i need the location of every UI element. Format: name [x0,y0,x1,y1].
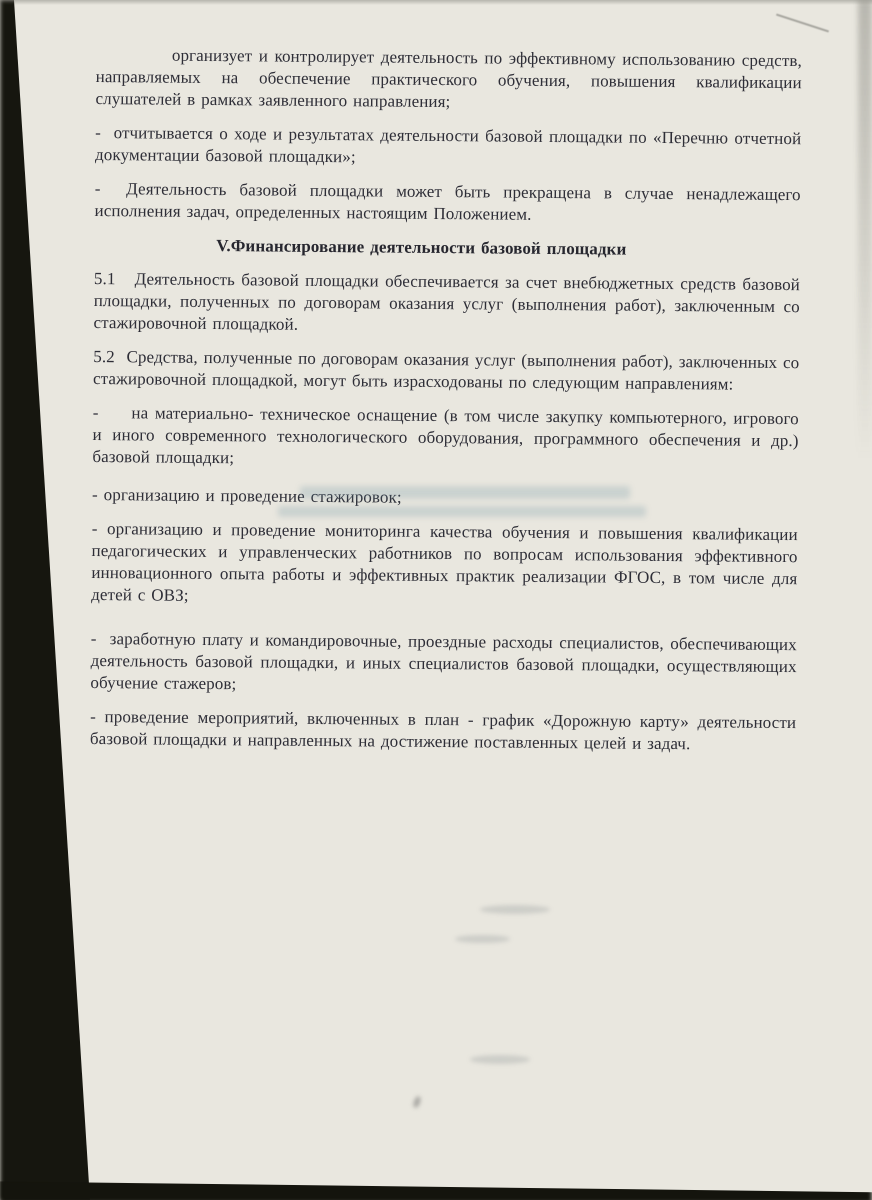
scan-shadow-bottom [0,1179,872,1200]
scan-shadow-right [858,0,872,460]
faint-smudge-artifact [480,905,550,914]
clause-5-2: 5.2 Средства, полученные по договорам оказания услуг (выполнения работ), заключенных со стажировочной площадкой, могут быть израсходованы по следующим направлениям: [92,346,800,394]
section-heading-financing: V.Финансирование деятельности базовой площадки [216,236,627,259]
bullet-salary: - заработную плату и командировочные, проездные расходы специалистов, обеспечивающих деятельность базовой площадки, и иных специалистов базовой площадки, осуществляющих обучение стажеров; [90,628,797,694]
paragraph-reporting: - отчитывается о ходе и результатах деятельности базовой площадки по «Перечню отчетной документации базовой площадки»; [94,122,802,167]
document-body [90,44,802,768]
bullet-events: - проведение мероприятий, включенных в план - график «Дорожную карту» деятельности базовой площадки и направленных на достижение поставленных целей и задач. [89,706,797,754]
ink-bleed-artifact [278,506,646,517]
faint-smudge-artifact [470,1055,530,1064]
clause-5-1: 5.1 Деятельность базовой площадки обеспечивается за счет внебюджетных средств базовой площадки, полученных по договорам оказания услуг (выполнения работ), заключенным со стажировочной площадкой. [93,268,801,334]
faint-smudge-artifact [455,935,510,943]
stray-mark-artifact [412,1095,422,1108]
pencil-mark-artifact [776,14,829,33]
bullet-material-equipment: - на материально- техническое оснащение (в том числе закупку компьютерного, игрового и иного современного технологического оборудования, программного обеспечения и др.) базовой площадки; [92,402,799,468]
paragraph-intro: организует и контролирует деятельность по эффективному использованию средств, направляемых на обеспечение практического обучения, повышения квалификации слушателей в рамках заявленного направления; [95,45,802,112]
bullet-internships: - организацию и проведение стажировок; [91,484,402,507]
paragraph-termination: - Деятельность базовой площадки может быть прекращена в случае ненадлежащего исполнения задач, определенных настоящим Положением. [94,178,801,224]
bullet-monitoring: - организацию и проведение мониторинга качества обучения и повышения квалификации педагогических и управленческих работников по вопросам использования эффективного инновационного опыта работы и эффективных практик реализации ФГОС, в том числе для детей с ОВЗ; [91,518,798,605]
scan-edge-top [0,0,872,5]
scan-shadow-left [0,0,95,1200]
ink-bleed-artifact [300,486,630,499]
